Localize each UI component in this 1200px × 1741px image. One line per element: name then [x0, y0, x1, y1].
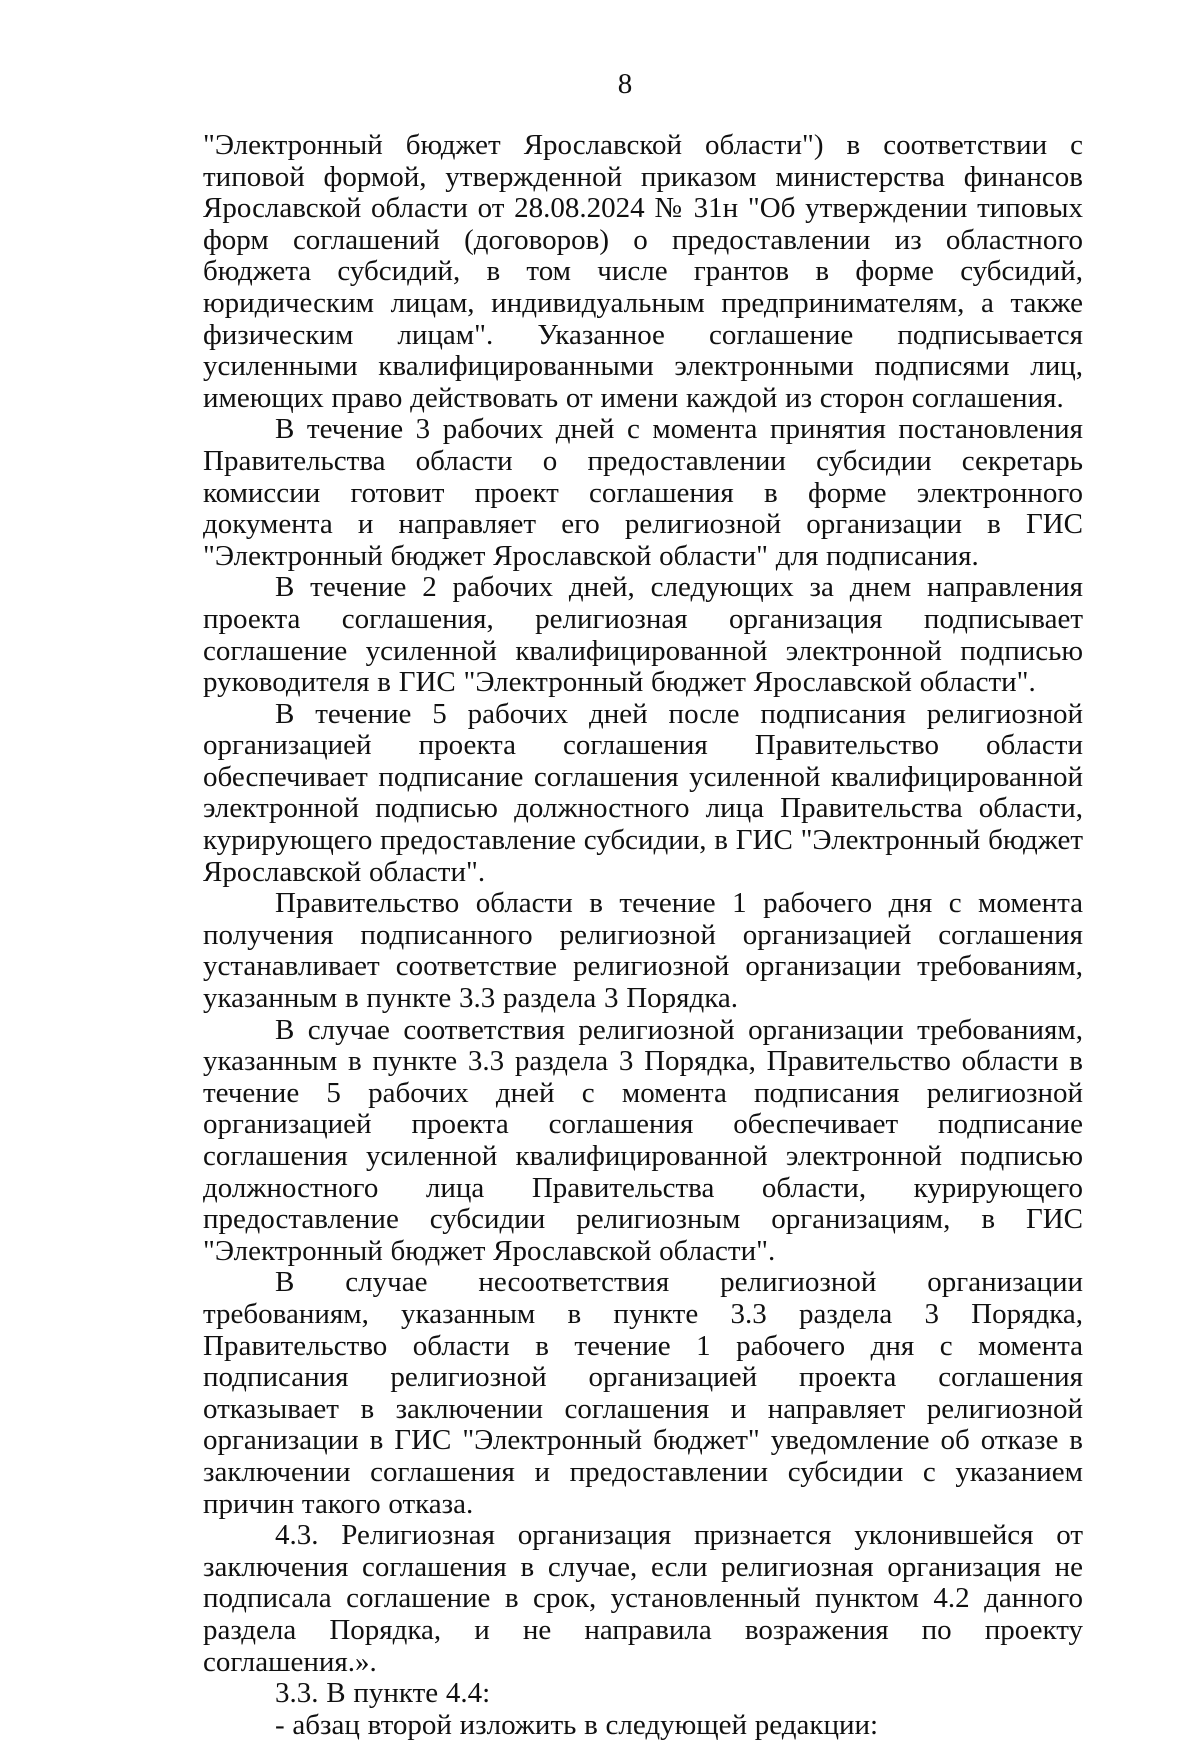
page-number: 8 — [617, 68, 633, 100]
paragraph-compliance: В случае соответствия религиозной организации требованиям, указанным в пункте 3.3 раздела 3 Порядка, Правительство области в течение 5 рабочих дней с момента подписания религиозной организацией проекта соглашения обеспечивает подписание соглашения усиленной квалифицированной электронной подписью должностного лица Правительства области, курирующего предоставление субсидии религиозным организациям, в ГИС "Электронный бюджет Ярославской области". — [203, 1013, 1083, 1267]
paragraph-3-days: В течение 3 рабочих дней с момента принятия постановления Правительства области о предоставлении субсидии секретарь комиссии готовит проект соглашения в форме электронного документа и направляет его религиозной организации в ГИС "Электронный бюджет Ярославской области" для подписания. — [203, 413, 1083, 572]
document-body — [203, 130, 1083, 1741]
paragraph-non-compliance: В случае несоответствия религиозной организации требованиям, указанным в пункте 3.3 раздела 3 Порядка, Правительство области в течение 1 рабочего дня с момента подписания религиозной организацией проекта соглашения отказывает в заключении соглашения и направляет религиозной организации в ГИС "Электронный бюджет" уведомление об отказе в заключении соглашения и предоставлении субсидии с указанием причин такого отказа. — [203, 1266, 1083, 1520]
paragraph-second-abzac: - абзац второй изложить в следующей редакции: — [275, 1708, 879, 1741]
paragraph-1-day-check: Правительство области в течение 1 рабочего дня с момента получения подписанного религиозной организацией соглашения устанавливает соответствие религиозной организации требованиям, указанным в пункте 3.3 раздела 3 Порядка. — [203, 887, 1083, 1015]
paragraph-continuation: "Электронный бюджет Ярославской области") в соответствии с типовой формой, утвержденной приказом министерства финансов Ярославской области от 28.08.2024 № 31н "Об утверждении типовых форм соглашений (договоров) о предоставлении из областного бюджета субсидий, в том числе грантов в форме субсидий, юридическим лицам, индивидуальным предпринимателям, а также физическим лицам". Указанное соглашение подписывается усиленными квалифицированными электронными подписями лиц, имеющих право действовать от имени каждой из сторон соглашения. — [203, 129, 1083, 414]
paragraph-2-days: В течение 2 рабочих дней, следующих за днем направления проекта соглашения, религиозная организация подписывает соглашение усиленной квалифицированной электронной подписью руководителя в ГИС "Электронный бюджет Ярославской области". — [203, 571, 1083, 699]
paragraph-4-3: 4.3. Религиозная организация признается уклонившейся от заключения соглашения в случае, если религиозная организация не подписала соглашение в срок, установленный пунктом 4.2 данного раздела Порядка, и не направила возражения по проекту соглашения.». — [203, 1519, 1083, 1678]
paragraph-3-3: 3.3. В пункте 4.4: — [275, 1677, 491, 1710]
paragraph-5-days: В течение 5 рабочих дней после подписания религиозной организацией проекта соглашения Правительство области обеспечивает подписание соглашения усиленной квалифицированной электронной подписью должностного лица Правительства области, курирующего предоставление субсидии, в ГИС "Электронный бюджет Ярославской области". — [203, 697, 1083, 888]
